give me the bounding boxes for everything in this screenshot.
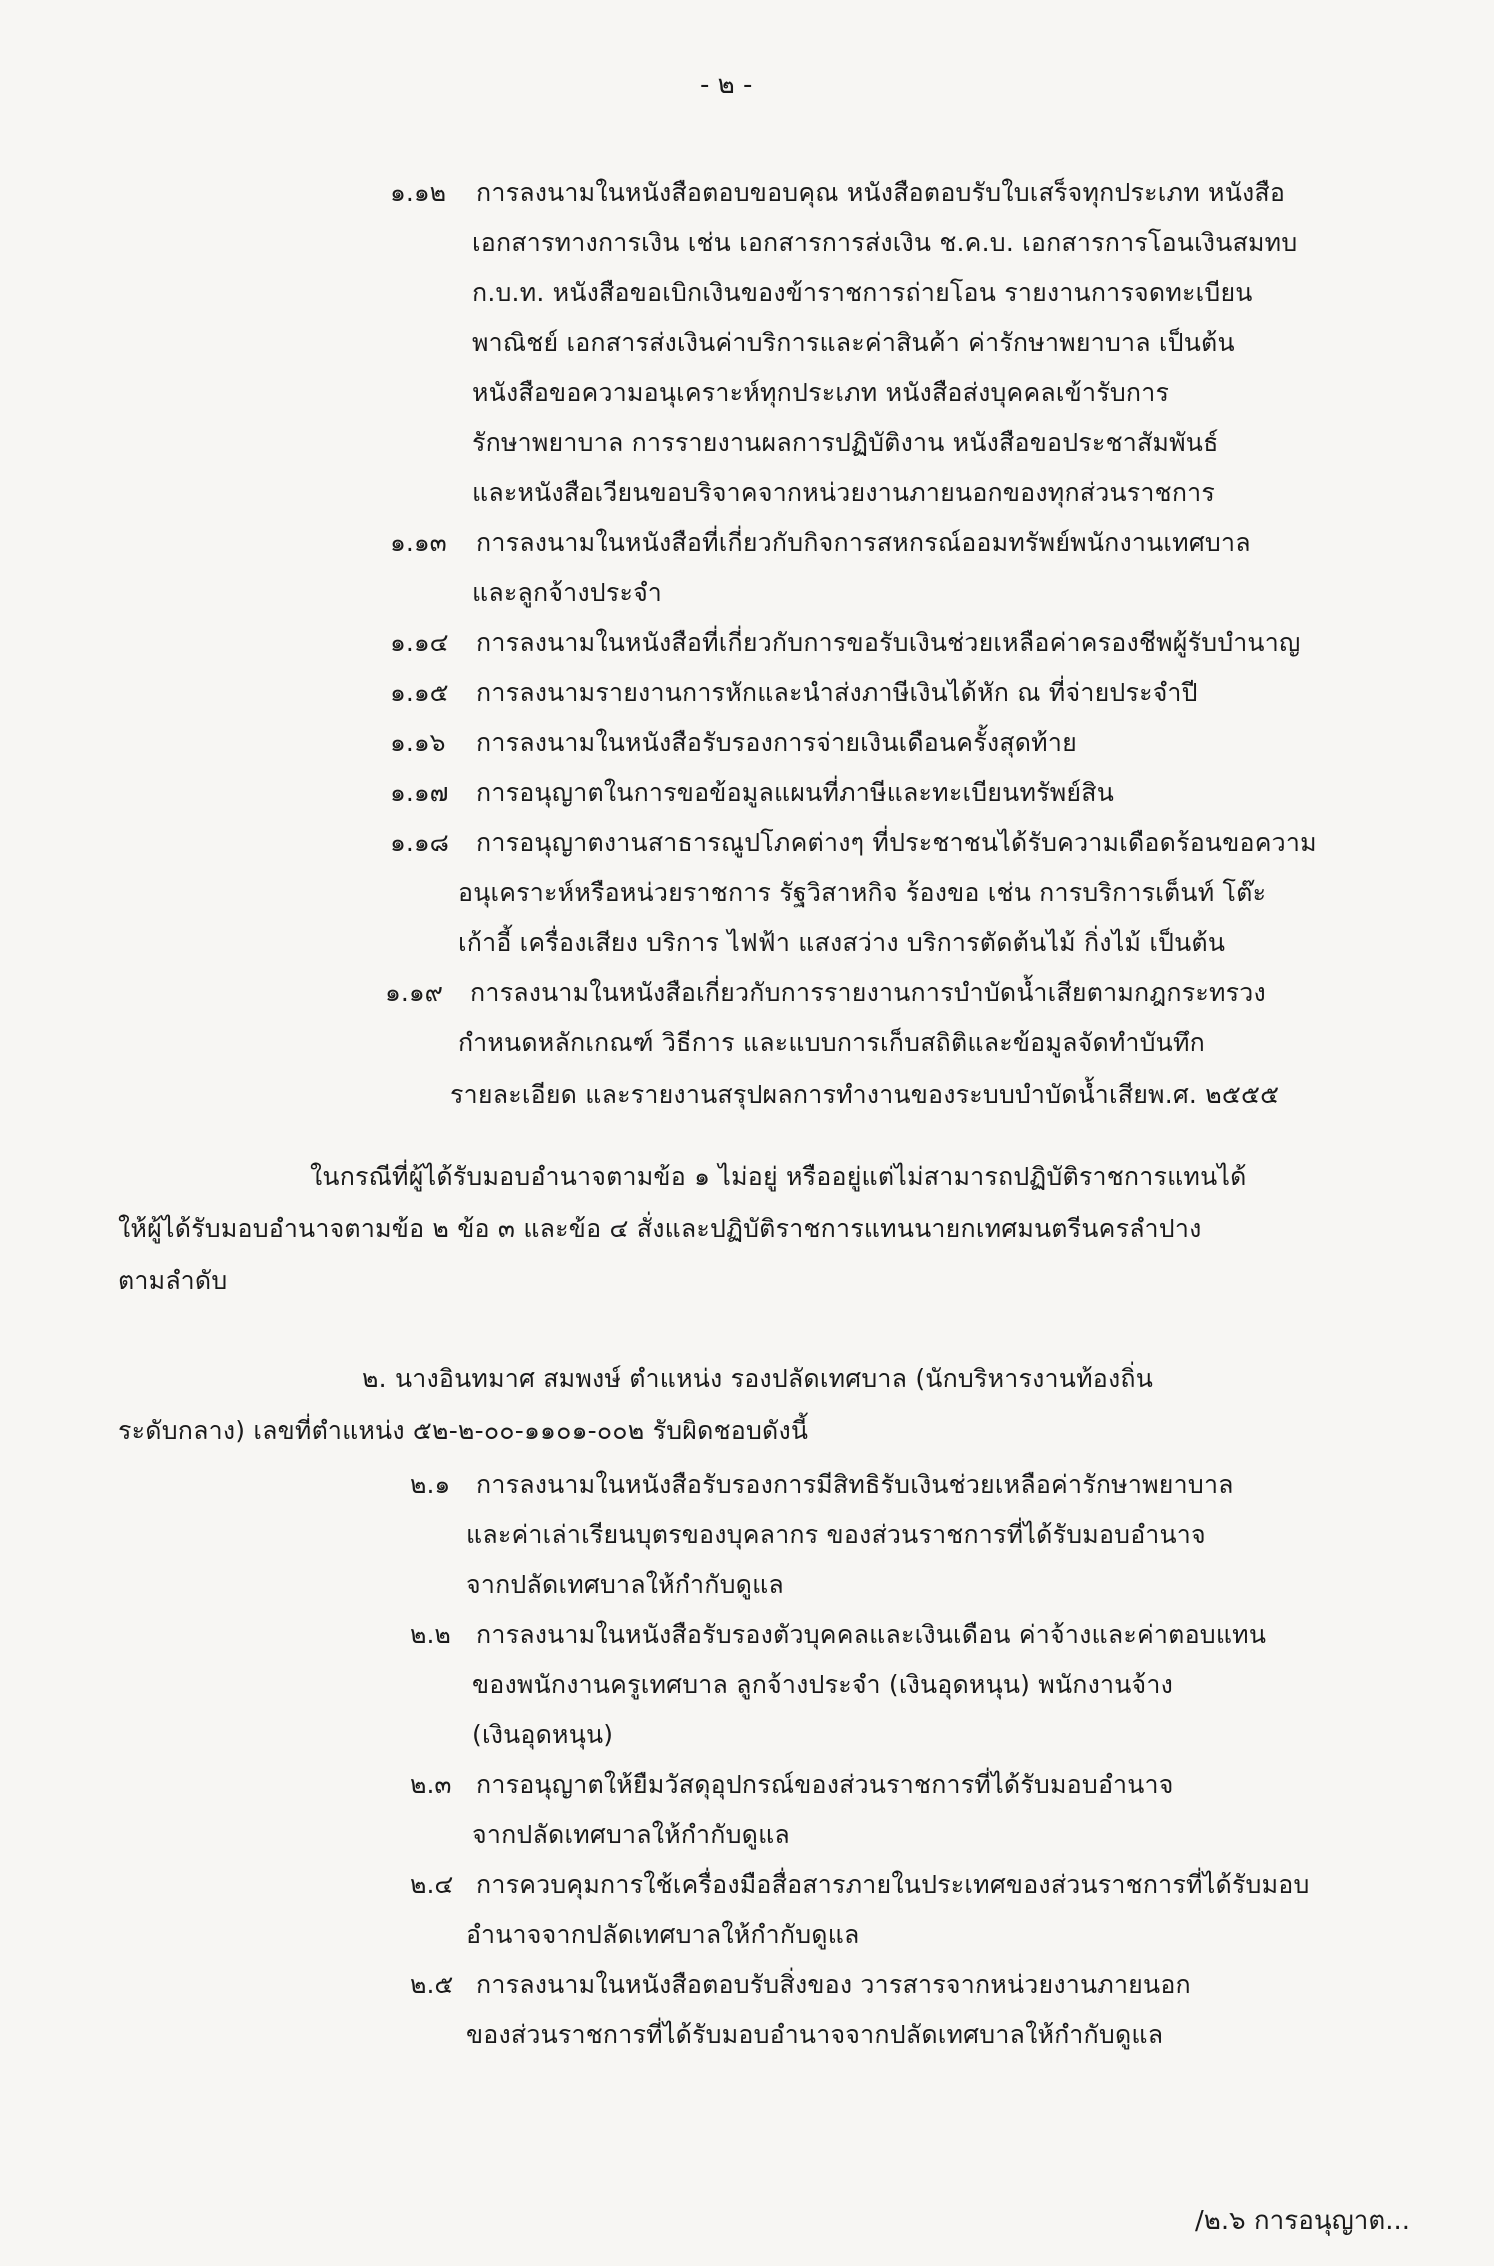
item-1-12-line-3: ก.บ.ท. หนังสือขอเบิกเงินของข้าราชการถ่ายโอน รายงานการจดทะเบียน (472, 278, 1253, 307)
item-1-13-line-1: การลงนามในหนังสือที่เกี่ยวกับกิจการสหกรณ์ออมทรัพย์พนักงานเทศบาล (476, 528, 1251, 557)
item-1-14-line-1: การลงนามในหนังสือที่เกี่ยวกับการขอรับเงินช่วยเหลือค่าครองชีพผู้รับบำนาญ (476, 628, 1301, 657)
delegation-paragraph-line-1: ในกรณีที่ผู้ได้รับมอบอำนาจตามข้อ ๑ ไม่อยู่ หรืออยู่แต่ไม่สามารถปฏิบัติราชการแทนได้ (310, 1162, 1247, 1191)
item-1-12-line-6: รักษาพยาบาล การรายงานผลการปฏิบัติงาน หนังสือขอประชาสัมพันธ์ (472, 428, 1219, 457)
item-1-12-line-4: พาณิชย์ เอกสารส่งเงินค่าบริการและค่าสินค้า ค่ารักษาพยาบาล เป็นต้น (472, 328, 1235, 357)
item-2-2-line-2: ของพนักงานครูเทศบาล ลูกจ้างประจำ (เงินอุดหนุน) พนักงานจ้าง (472, 1670, 1174, 1699)
item-2-5-line-1: การลงนามในหนังสือตอบรับสิ่งของ วารสารจากหน่วยงานภายนอก (476, 1970, 1191, 1999)
item-1-12-line-7: และหนังสือเวียนขอบริจาคจากหน่วยงานภายนอกของทุกส่วนราชการ (472, 478, 1216, 507)
item-2-1-line-3: จากปลัดเทศบาลให้กำกับดูแล (466, 1570, 784, 1599)
item-number-2-1: ๒.๑ (410, 1470, 451, 1499)
item-2-4-line-2: อำนาจจากปลัดเทศบาลให้กำกับดูแล (466, 1920, 860, 1949)
item-2-2-line-1: การลงนามในหนังสือรับรองตัวบุคคลและเงินเดือน ค่าจ้างและค่าตอบแทน (476, 1620, 1267, 1649)
page-number: - ๒ - (700, 70, 753, 100)
item-2-3-line-1: การอนุญาตให้ยืมวัสดุอุปกรณ์ของส่วนราชการที่ได้รับมอบอำนาจ (476, 1770, 1174, 1799)
item-1-19-line-3: รายละเอียด และรายงานสรุปผลการทำงานของระบบบำบัดน้ำเสียพ.ศ. ๒๕๕๕ (450, 1080, 1280, 1109)
item-2-1-line-2: และค่าเล่าเรียนบุตรของบุคลากร ของส่วนราชการที่ได้รับมอบอำนาจ (466, 1520, 1206, 1549)
item-1-17-line-1: การอนุญาตในการขอข้อมูลแผนที่ภาษีและทะเบียนทรัพย์สิน (476, 778, 1115, 807)
item-number-2-4: ๒.๔ (410, 1870, 454, 1899)
item-2-3-line-2: จากปลัดเทศบาลให้กำกับดูแล (472, 1820, 790, 1849)
item-number-2-2: ๒.๒ (410, 1620, 451, 1649)
item-2-1-line-1: การลงนามในหนังสือรับรองการมีสิทธิรับเงินช่วยเหลือค่ารักษาพยาบาล (476, 1470, 1234, 1499)
item-1-19-line-1: การลงนามในหนังสือเกี่ยวกับการรายงานการบำบัดน้ำเสียตามกฎกระทรวง (470, 978, 1266, 1007)
delegation-paragraph-line-2: ให้ผู้ได้รับมอบอำนาจตามข้อ ๒ ข้อ ๓ และข้อ ๔ สั่งและปฏิบัติราชการแทนนายกเทศมนตรีนครลำปาง (118, 1214, 1202, 1243)
item-1-19-line-2: กำหนดหลักเกณฑ์ วิธีการ และแบบการเก็บสถิติและข้อมูลจัดทำบันทึก (458, 1028, 1205, 1057)
item-2-2-line-3: (เงินอุดหนุน) (472, 1720, 614, 1749)
item-1-16-line-1: การลงนามในหนังสือรับรองการจ่ายเงินเดือนครั้งสุดท้าย (476, 728, 1077, 757)
item-number-1-19: ๑.๑๙ (385, 978, 443, 1007)
item-1-18-line-1: การอนุญาตงานสาธารณูปโภคต่างๆ ที่ประชาชนได้รับความเดือดร้อนขอความ (476, 828, 1317, 857)
delegation-paragraph-line-3: ตามลำดับ (118, 1266, 228, 1295)
item-1-12-line-5: หนังสือขอความอนุเคราะห์ทุกประเภท หนังสือส่งบุคคลเข้ารับการ (472, 378, 1170, 407)
item-2-4-line-1: การควบคุมการใช้เครื่องมือสื่อสารภายในประเทศของส่วนราชการที่ได้รับมอบ (476, 1870, 1310, 1899)
item-1-18-line-3: เก้าอี้ เครื่องเสียง บริการ ไฟฟ้า แสงสว่าง บริการตัดต้นไม้ กิ่งไม้ เป็นต้น (458, 928, 1226, 957)
item-number-1-12: ๑.๑๒ (390, 178, 447, 207)
item-2-5-line-2: ของส่วนราชการที่ได้รับมอบอำนาจจากปลัดเทศบาลให้กำกับดูแล (466, 2020, 1164, 2049)
item-1-13-line-2: และลูกจ้างประจำ (472, 578, 663, 607)
item-number-1-13: ๑.๑๓ (390, 528, 447, 557)
section2-heading-line-1: ๒. นางอินทมาศ สมพงษ์ ตำแหน่ง รองปลัดเทศบาล (นักบริหารงานท้องถิ่น (362, 1364, 1154, 1393)
item-number-2-5: ๒.๕ (410, 1970, 454, 1999)
section2-heading-line-2: ระดับกลาง) เลขที่ตำแหน่ง ๕๒-๒-๐๐-๑๑๐๑-๐๐๒ รับผิดชอบดังนี้ (118, 1416, 809, 1445)
item-number-1-15: ๑.๑๕ (390, 678, 449, 707)
item-number-1-14: ๑.๑๔ (390, 628, 449, 657)
item-number-1-18: ๑.๑๘ (390, 828, 449, 857)
footer-continuation: /๒.๖ การอนุญาต... (1195, 2206, 1411, 2236)
item-number-1-16: ๑.๑๖ (390, 728, 446, 757)
item-1-12-line-2: เอกสารทางการเงิน เช่น เอกสารการส่งเงิน ช.ค.บ. เอกสารการโอนเงินสมทบ (472, 228, 1298, 257)
item-1-12-line-1: การลงนามในหนังสือตอบขอบคุณ หนังสือตอบรับใบเสร็จทุกประเภท หนังสือ (476, 178, 1286, 207)
item-number-2-3: ๒.๓ (410, 1770, 452, 1799)
item-1-18-line-2: อนุเคราะห์หรือหน่วยราชการ รัฐวิสาหกิจ ร้องขอ เช่น การบริการเต็นท์ โต๊ะ (458, 878, 1267, 907)
item-1-15-line-1: การลงนามรายงานการหักและนำส่งภาษีเงินได้หัก ณ ที่จ่ายประจำปี (476, 678, 1198, 707)
item-number-1-17: ๑.๑๗ (390, 778, 449, 807)
